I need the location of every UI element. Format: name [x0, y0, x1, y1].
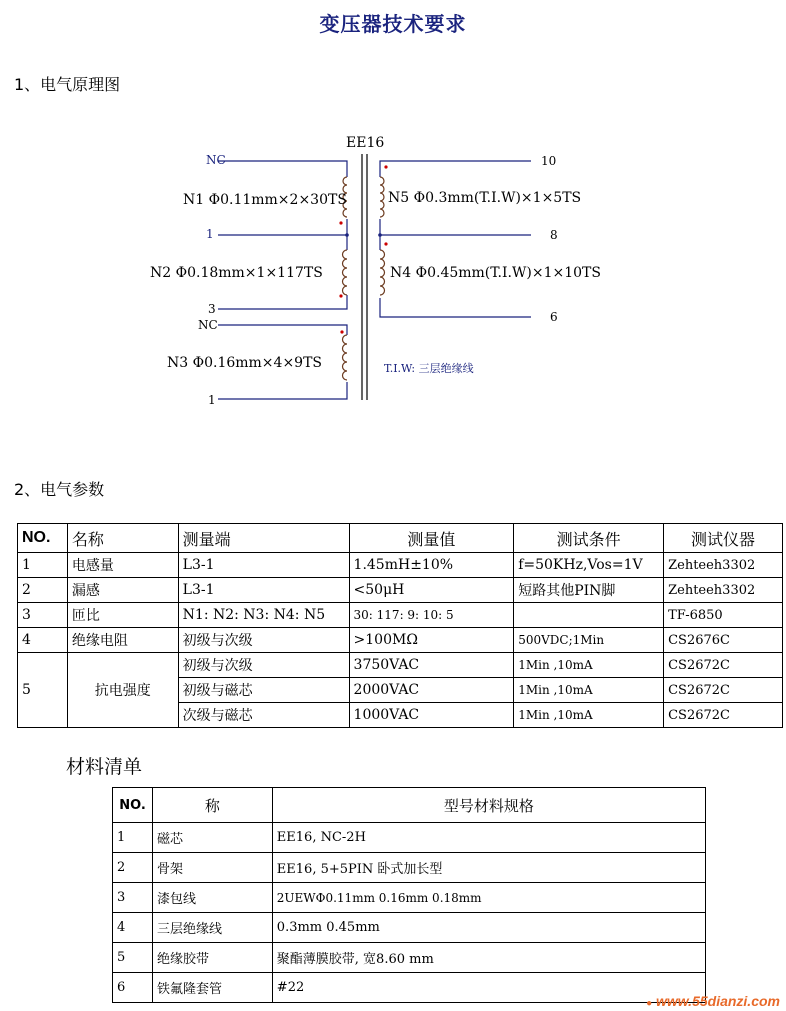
label-nc-mid: NC [198, 318, 218, 332]
junction-secondary [378, 233, 382, 237]
cell: 4 [18, 628, 68, 653]
header-condition: 测试条件 [514, 524, 664, 553]
transformer-schematic [0, 120, 786, 410]
cell: 1Min ,10mA [514, 653, 664, 678]
label-pin10: 10 [541, 154, 557, 168]
cell: 电感量 [67, 553, 178, 578]
cell: 2UEWΦ0.11mm 0.16mm 0.18mm [272, 883, 705, 913]
header-value: 测量值 [349, 524, 514, 553]
table-row [18, 653, 783, 678]
wire-nc-mid [218, 325, 347, 335]
cell: EE16, NC-2H [272, 823, 705, 853]
electrical-params-table [17, 523, 783, 728]
label-pin6: 6 [550, 310, 558, 324]
cell: EE16, 5+5PIN 卧式加长型 [272, 853, 705, 883]
dot-n4 [384, 242, 387, 245]
cell: 3 [18, 603, 68, 628]
cell: 短路其他PIN脚 [514, 578, 664, 603]
wire-nc-top [218, 161, 347, 177]
cell: >100MΩ [349, 628, 514, 653]
header-name: 名称 [67, 524, 178, 553]
cell: 初级与次级 [178, 628, 349, 653]
cell: Zehteeh3302 [664, 553, 783, 578]
cell: <50μH [349, 578, 514, 603]
cell: 1 [113, 823, 153, 853]
section-schematic-heading: 1、电气原理图 [14, 75, 121, 94]
winding-n2: N2 Φ0.18mm×1×117TS [150, 265, 323, 281]
cell: 5 [18, 653, 68, 728]
label-pin8: 8 [550, 228, 558, 242]
materials-heading: 材料清单 [66, 756, 143, 778]
cell: 绝缘电阻 [67, 628, 178, 653]
cell: 2 [18, 578, 68, 603]
wire-pin10 [380, 161, 531, 177]
header-spec: 型号材料规格 [272, 788, 705, 823]
header-name: 称 [152, 788, 272, 823]
core-label: EE16 [346, 135, 385, 151]
wire-pin6 [380, 298, 531, 317]
cell: TF-6850 [664, 603, 783, 628]
coil-n5 [380, 177, 384, 217]
cell: 1Min ,10mA [514, 703, 664, 728]
cell: CS2672C [664, 678, 783, 703]
cell: CS2676C [664, 628, 783, 653]
table-row [113, 823, 706, 853]
cell [514, 603, 664, 628]
cell: 2000VAC [349, 678, 514, 703]
cell: 铁氟隆套管 [152, 973, 272, 1003]
table-row [113, 883, 706, 913]
cell: 1.45mH±10% [349, 553, 514, 578]
cell: 骨架 [152, 853, 272, 883]
materials-table [112, 787, 706, 1003]
table-row [18, 553, 783, 578]
cell: 2 [113, 853, 153, 883]
table-row [113, 853, 706, 883]
table-row [113, 943, 706, 973]
winding-n1: N1 Φ0.11mm×2×30TS [183, 192, 347, 208]
site-watermark [646, 993, 780, 1009]
winding-n3: N3 Φ0.16mm×4×9TS [167, 355, 323, 371]
coil-n3 [343, 335, 348, 380]
cell: 500VDC;1Min [514, 628, 664, 653]
cell: 磁芯 [152, 823, 272, 853]
cell: 6 [113, 973, 153, 1003]
coil-n2 [343, 250, 348, 295]
tiw-note: T.I.W: 三层绝缘线 [384, 362, 474, 375]
label-pin3: 3 [208, 302, 216, 316]
table-row [113, 973, 706, 1003]
header-no: NO. [113, 788, 153, 823]
dot-n3 [340, 330, 343, 333]
cell: 5 [113, 943, 153, 973]
coil-n4 [380, 250, 385, 295]
cell: CS2672C [664, 703, 783, 728]
cell: 初级与磁芯 [178, 678, 349, 703]
table-row [18, 578, 783, 603]
table-row [18, 603, 783, 628]
cell: Zehteeh3302 [664, 578, 783, 603]
cell: 匝比 [67, 603, 178, 628]
cell: 初级与次级 [178, 653, 349, 678]
label-pin1b: 1 [208, 393, 216, 407]
cell: L3-1 [178, 578, 349, 603]
header-no: NO. [18, 524, 68, 553]
cell: 1 [18, 553, 68, 578]
table-row [18, 628, 783, 653]
dot-n2 [339, 294, 342, 297]
cell: 三层绝缘线 [152, 913, 272, 943]
cell: 漏感 [67, 578, 178, 603]
cell: 0.3mm 0.45mm [272, 913, 705, 943]
table-header-row [113, 788, 706, 823]
table-row [113, 913, 706, 943]
watermark-text: www.55dianzi.com [656, 993, 780, 1009]
winding-n4: N4 Φ0.45mm(T.I.W)×1×10TS [390, 265, 601, 281]
section-params-heading: 2、电气参数 [14, 480, 105, 499]
watermark-dot-icon: ● [646, 998, 653, 1009]
wire-pin1b [218, 382, 347, 399]
label-pin1: 1 [206, 227, 214, 241]
dot-n1 [339, 221, 342, 224]
cell: 4 [113, 913, 153, 943]
cell: 3 [113, 883, 153, 913]
cell: 次级与磁芯 [178, 703, 349, 728]
page-title: 变压器技术要求 [319, 12, 467, 36]
winding-n5: N5 Φ0.3mm(T.I.W)×1×5TS [388, 190, 582, 206]
label-nc-top: NC [206, 153, 226, 167]
cell: 聚酯薄膜胶带, 宽8.60 mm [272, 943, 705, 973]
header-terminal: 测量端 [178, 524, 349, 553]
dot-n5 [384, 165, 387, 168]
cell: 1Min ,10mA [514, 678, 664, 703]
cell: 抗电强度 [67, 653, 178, 728]
cell: #22 [272, 973, 705, 1003]
cell: 绝缘胶带 [152, 943, 272, 973]
header-instrument: 测试仪器 [664, 524, 783, 553]
wire-pin3 [218, 295, 347, 309]
cell: 30: 117: 9: 10: 5 [349, 603, 514, 628]
cell: L3-1 [178, 553, 349, 578]
cell: 漆包线 [152, 883, 272, 913]
cell: N1: N2: N3: N4: N5 [178, 603, 349, 628]
table-header-row [18, 524, 783, 553]
cell: f=50KHz,Vos=1V [514, 553, 664, 578]
junction-primary [345, 233, 349, 237]
cell: CS2672C [664, 653, 783, 678]
cell: 3750VAC [349, 653, 514, 678]
cell: 1000VAC [349, 703, 514, 728]
